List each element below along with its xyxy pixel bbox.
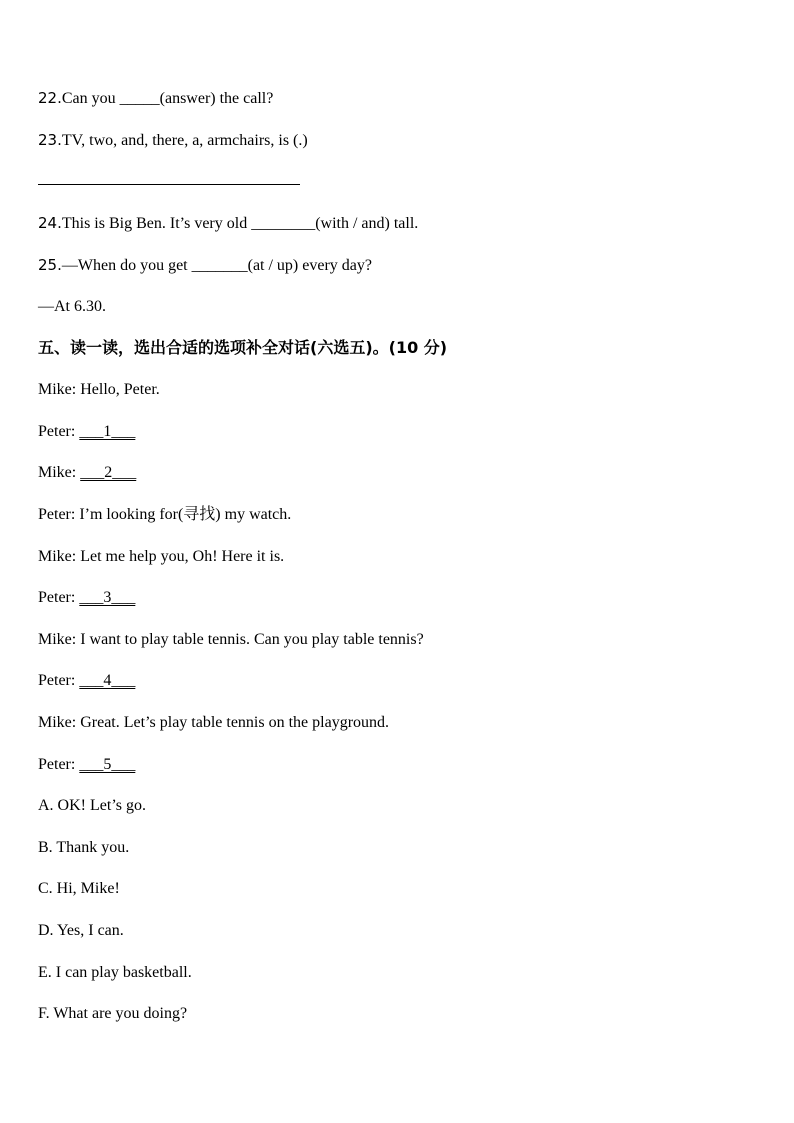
dialogue-line [38,630,424,650]
dialogue-line [38,463,136,483]
question-25 [38,255,372,276]
speaker: Mike: [38,714,77,731]
option-d: D. Yes, I can. [38,922,124,939]
dialogue-line [38,505,291,525]
answer-blank: ___4___ [79,672,136,689]
dialogue-text: Hello, Peter. [80,381,160,398]
answer-blank: ___2___ [80,464,137,481]
answer-blank: ___3___ [79,589,136,606]
dialogue-line [38,755,135,775]
question-25-answer: —At 6.30. [38,298,106,315]
question-22 [38,88,273,109]
option-f: F. What are you doing? [38,1005,188,1022]
option-e: E. I can play basketball. [38,964,192,981]
option-a: A. OK! Let’s go. [38,797,146,814]
question-number: 24. [38,214,62,232]
question-text: TV, two, and, there, a, armchairs, is (.) [61,132,308,149]
question-text: —When do you get _______(at / up) every day? [61,257,372,274]
speaker: Peter: [38,756,76,773]
answer-blank: ___1___ [79,423,136,440]
speaker: Mike: [38,548,77,565]
question-number: 25. [38,256,62,274]
speaker: Mike: [38,381,77,398]
option-c: C. Hi, Mike! [38,880,120,897]
answer-line [38,174,300,194]
dialogue-line [38,588,135,608]
question-number: 22. [38,89,62,107]
answer-rule [38,183,300,185]
speaker: Peter: [38,423,76,440]
answer-blank: ___5___ [79,756,136,773]
question-23 [38,130,308,151]
speaker: Peter: [38,589,76,606]
dialogue-line [38,713,389,733]
dialogue-line [38,422,135,442]
question-number: 23. [38,131,62,149]
option-b: B. Thank you. [38,839,130,856]
dialogue-text: Let me help you, Oh! Here it is. [80,548,285,565]
speaker: Peter: [38,672,76,689]
speaker: Mike: [38,631,77,648]
speaker: Mike: [38,464,77,481]
question-text: Can you _____(answer) the call? [61,90,274,107]
question-text: This is Big Ben. It’s very old ________(with / and) tall. [61,215,419,232]
question-24 [38,213,418,234]
dialogue-line [38,671,135,691]
dialogue-line [38,547,284,567]
speaker: Peter: [38,506,76,523]
dialogue-line [38,380,160,400]
dialogue-text: Great. Let’s play table tennis on the playground. [80,714,390,731]
dialogue-text: I’m looking for(寻找) my watch. [79,506,292,523]
dialogue-text: I want to play table tennis. Can you play table tennis? [80,631,424,648]
section-heading: 五、读一读，选出合适的选项补全对话(六选五)。(10 分) [38,338,448,357]
